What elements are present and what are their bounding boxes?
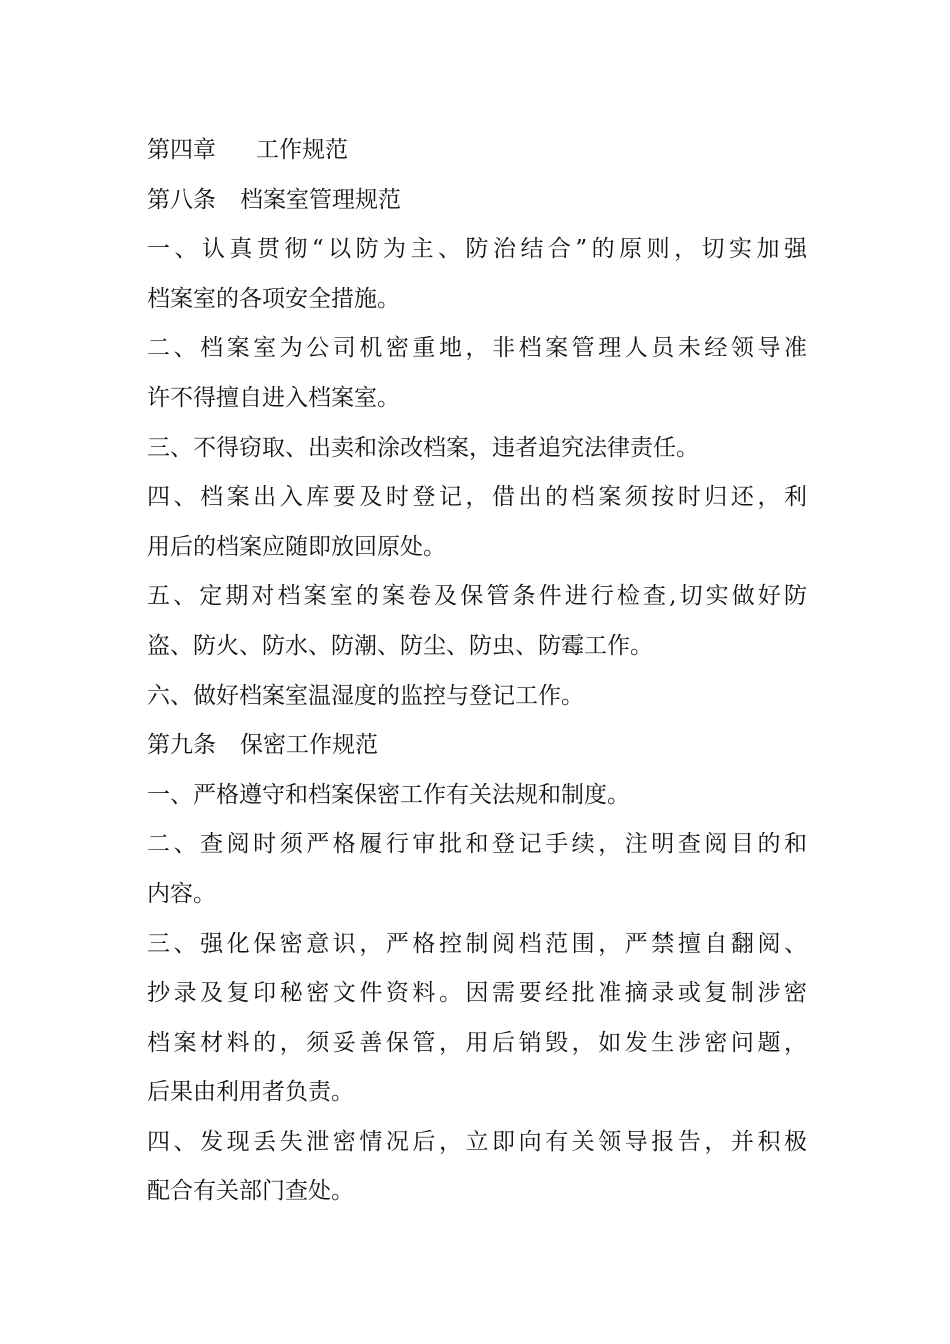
article8-number: 第八条: [147, 186, 216, 213]
article8-item-2-line-2: 许不得擅自进入档案室。: [147, 384, 400, 411]
article9-heading: [147, 721, 807, 771]
article8-item-6-line-1: 六、做好档案室温湿度的监控与登记工作。: [147, 682, 584, 709]
article8-item-3-line-1: 三、不得窃取、出卖和涂改档案，违者追究法律责任。: [147, 434, 699, 461]
document-page: [147, 126, 807, 1217]
article9-item-3-line-2: 抄录及复印秘密文件资料。因需要经批准摘录或复制涉密: [147, 980, 807, 1007]
article8-item-4-line-2: 用后的档案应随即放回原处。: [147, 533, 446, 560]
article8-item-5-line-2: 盗、防火、防水、防潮、防尘、防虫、防霉工作。: [147, 632, 653, 659]
article9-number: 第九条: [147, 732, 216, 759]
article9-item-3-line-4: 后果由利用者负责。: [147, 1079, 354, 1106]
article9-item-2-line-2: 内容。: [147, 880, 216, 907]
article8-item-2-line-1: 二、档案室为公司机密重地，非档案管理人员未经领导准: [147, 335, 807, 362]
chapter-heading: [147, 126, 807, 176]
article9-item-4-line-1: 四、发现丢失泄密情况后，立即向有关领导报告，并积极: [147, 1128, 807, 1155]
article9-item-2-line-1: 二、查阅时须严格履行审批和登记手续，注明查阅目的和: [147, 831, 807, 858]
article8-item-4-line-1: 四、档案出入库要及时登记，借出的档案须按时归还，利: [147, 484, 807, 511]
article9-title: 保密工作规范: [240, 732, 378, 759]
article8-title: 档案室管理规范: [240, 186, 401, 213]
article9-item-4-line-2: 配合有关部门查处。: [147, 1178, 354, 1205]
article9-item-1-line-1: 一、严格遵守和档案保密工作有关法规和制度。: [147, 781, 630, 808]
article8-item-1-line-1: 一、认真贯彻“以防为主、防治结合”的原则，切实加强: [147, 236, 807, 263]
chapter-title: 工作规范: [256, 137, 348, 163]
article9-item-3-line-1: 三、强化保密意识，严格控制阅档范围，严禁擅自翻阅、: [147, 930, 807, 957]
article8-heading: [147, 176, 807, 226]
chapter-number: 第四章: [147, 137, 216, 163]
article8-item-1-line-2: 档案室的各项安全措施。: [147, 285, 400, 312]
article8-item-5-line-1: 五、定期对档案室的案卷及保管条件进行检查,切实做好防: [147, 583, 807, 610]
article9-item-3-line-3: 档案材料的，须妥善保管，用后销毁，如发生涉密问题，: [147, 1029, 807, 1056]
